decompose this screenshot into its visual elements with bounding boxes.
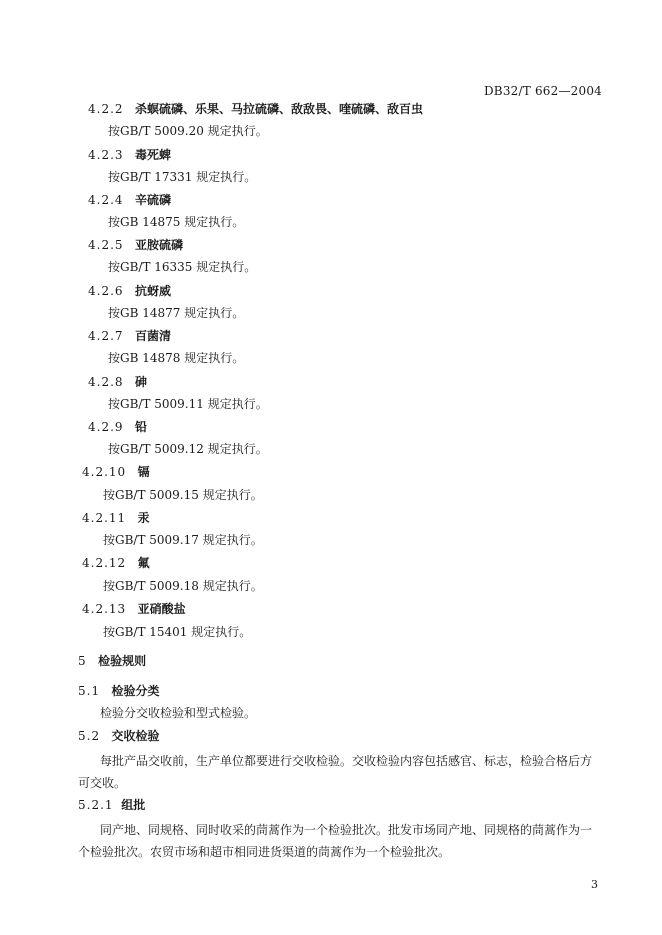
section-title: 检验规则 [98,654,147,668]
item-4-2-12-heading [82,555,150,571]
item-title: 汞 [137,511,150,525]
item-4-2-12-text: 按GB/T 5009.18 规定执行。 [103,579,263,593]
item-title: 杀螟硫磷、乐果、马拉硫磷、敌敌畏、喹硫磷、敌百虫 [135,102,424,116]
item-4-2-2-heading [88,101,423,117]
item-4-2-8-heading [88,374,147,390]
section-title: 组批 [121,798,146,812]
item-number: 4.2.9 [88,420,124,434]
item-4-2-11-text: 按GB/T 5009.17 规定执行。 [103,533,263,547]
item-4-2-10-heading [82,464,150,480]
section-5-2-1-heading [78,797,145,813]
item-number: 4.2.7 [88,329,124,343]
item-4-2-4-heading [88,192,171,208]
section-title: 检验分类 [111,684,160,698]
item-4-2-5-text: 按GB/T 16335 规定执行。 [108,260,257,274]
item-4-2-3-text: 按GB/T 17331 规定执行。 [108,170,257,184]
item-title: 镉 [137,465,150,479]
item-4-2-11-heading [82,510,150,526]
item-4-2-9-heading [88,419,147,435]
item-4-2-8-text: 按GB/T 5009.11 规定执行。 [108,397,268,411]
item-title: 铅 [135,420,148,434]
section-5-1-heading [78,683,160,699]
section-5-1-text: 检验分交收检验和型式检验。 [100,706,257,720]
item-number: 4.2.5 [88,238,124,252]
item-4-2-13-text: 按GB/T 15401 规定执行。 [103,625,252,639]
item-number: 4.2.2 [88,102,124,116]
document-code: DB32/T 662—2004 [483,84,602,98]
section-number: 5 [78,654,87,668]
item-number: 4.2.11 [82,511,127,525]
section-number: 5.2 [78,729,101,743]
item-4-2-10-text: 按GB/T 5009.15 规定执行。 [103,488,263,502]
item-number: 4.2.12 [82,556,127,570]
item-number: 4.2.4 [88,193,124,207]
item-number: 4.2.3 [88,148,124,162]
item-title: 亚胺硫磷 [135,238,184,252]
section-5-2-1-text: 同产地、同规格、同时收采的茼蒿作为一个检验批次。批发市场同产地、同规格的茼蒿作为一个检验批次。农贸市场和超市相同进货渠道的茼蒿作为一个检验批次。 [78,823,593,859]
item-title: 抗蚜威 [135,284,172,298]
section-title: 交收检验 [111,729,160,743]
item-number: 4.2.13 [82,602,127,616]
section-number: 5.1 [78,684,101,698]
section-5-heading [78,653,146,669]
item-title: 百菌清 [135,329,172,343]
item-4-2-5-heading [88,237,183,253]
item-number: 4.2.8 [88,375,124,389]
item-4-2-4-text: 按GB 14875 规定执行。 [108,215,245,229]
section-number: 5.2.1 [78,798,114,812]
item-number: 4.2.6 [88,284,124,298]
item-title: 砷 [135,375,148,389]
page-number: 3 [591,878,598,891]
item-title: 氟 [137,556,150,570]
item-4-2-7-heading [88,328,171,344]
item-title: 毒死蜱 [135,148,172,162]
section-5-2-text: 每批产品交收前，生产单位都要进行交收检验。交收检验内容包括感官、标志，检验合格后方可交收。 [78,754,593,790]
item-4-2-6-heading [88,283,171,299]
item-4-2-9-text: 按GB/T 5009.12 规定执行。 [108,442,268,456]
section-5-2-heading [78,728,160,744]
item-4-2-6-text: 按GB 14877 规定执行。 [108,306,245,320]
item-4-2-13-heading [82,601,186,617]
item-4-2-2-text: 按GB/T 5009.20 规定执行。 [108,124,268,138]
item-4-2-7-text: 按GB 14878 规定执行。 [108,351,245,365]
item-title: 亚硝酸盐 [137,602,186,616]
item-number: 4.2.10 [82,465,127,479]
item-title: 辛硫磷 [135,193,172,207]
item-4-2-3-heading [88,147,171,163]
